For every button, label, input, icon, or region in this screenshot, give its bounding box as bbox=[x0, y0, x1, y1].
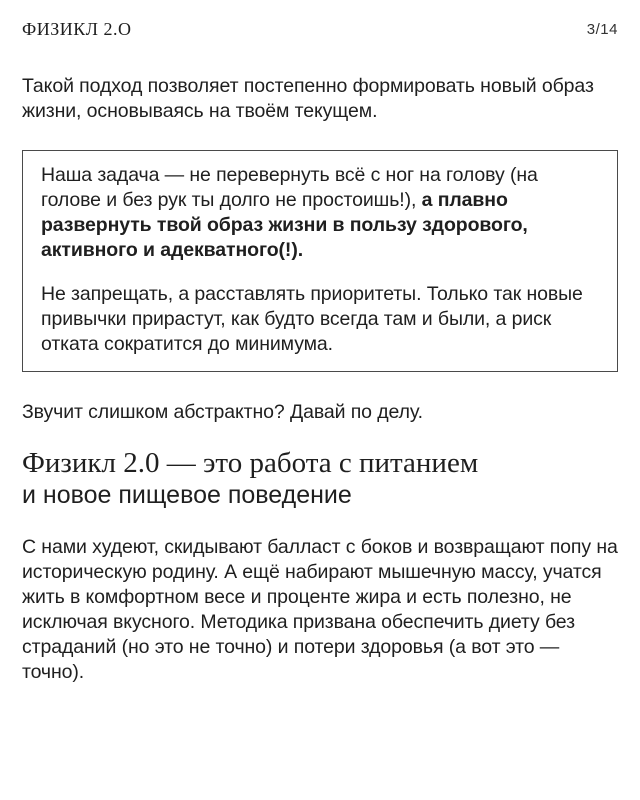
main-content bbox=[22, 74, 618, 685]
brand-logo: ФИЗИКЛ 2.О bbox=[22, 18, 132, 39]
heading-serif-line: Физикл 2.0 — это работа с питанием bbox=[22, 447, 479, 479]
abstract-paragraph: Звучит слишком абстрактно? Давай по делу. bbox=[22, 401, 423, 423]
intro-paragraph: Такой подход позволяет постепенно формировать новый образ жизни, основываясь на твоём текущем. bbox=[22, 75, 594, 122]
heading-sans-line: и новое пищевое поведение bbox=[22, 481, 352, 509]
callout-paragraph-1 bbox=[41, 163, 601, 263]
page-header bbox=[22, 14, 618, 44]
callout-bold-text: а плавно развернуть твой образ жизни в пользу здорового, активного и адекватного(!). bbox=[41, 189, 528, 261]
callout-box bbox=[22, 150, 618, 372]
callout-regular-text: Наша задача — не перевернуть всё с ног на голову (на голове и без рук ты долго не простоишь!), bbox=[41, 164, 538, 211]
body-paragraph: С нами худеют, скидывают балласт с боков и возвращают попу на историческую родину. А ещё набирают мышечную массу, учатся жить в комфортном весе и проценте жира и есть полезно, не исключая вкусного. Методика призвана обеспечить диету без страданий (но это не точно) и потери здоровья (а вот это — точно). bbox=[22, 536, 618, 683]
callout-paragraph-2: Не запрещать, а расставлять приоритеты. Только так новые привычки прирастут, как будто всегда там и были, а риск отката сократится до минимума. bbox=[41, 283, 583, 355]
section-heading bbox=[22, 447, 618, 511]
page-counter: 3/14 bbox=[586, 20, 618, 38]
